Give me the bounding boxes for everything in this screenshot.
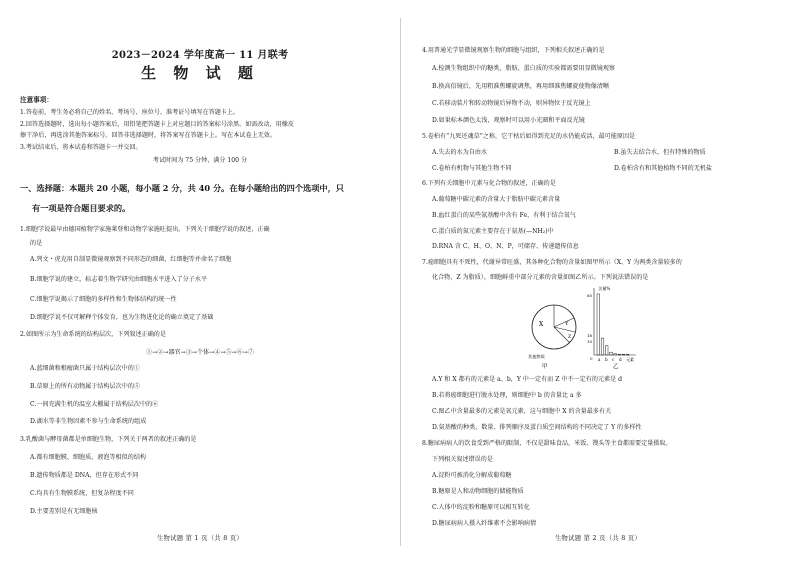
bar-0 <box>597 294 600 355</box>
q4-stem: 4.用普通光学显微镜观察生物的细胞与组织，下列相关叙述正确的是 <box>422 47 605 54</box>
q7-figure <box>526 282 640 374</box>
q6-option-c: C.蛋白质的氮元素主要存在于氨基(—NH₂)中 <box>432 228 554 235</box>
q5-option-c: C.卷柏有机物与其他生物不同 <box>432 165 512 172</box>
section-heading-line-1: 一、选择题：本题共 20 小题，每小题 2 分，共 40 分。在每小题给出的四个选项中，只 <box>20 183 344 193</box>
q8-option-c: C.人体中的淀粉和糖原可以相互转化 <box>432 504 530 511</box>
xtick-b: b <box>605 357 608 362</box>
pie-label-x: X <box>539 321 544 328</box>
q1-stem-2: 的是 <box>30 240 43 247</box>
q2-hierarchy-diagram: ①→②→器官→③→个体→④→⑤→⑥→⑦ <box>146 349 254 356</box>
bar-5 <box>618 354 621 355</box>
q7-option-b: B.若将癌细胞进行脱水处理，则细胞中 b 的含量比 a 多 <box>432 392 582 399</box>
bar-chart <box>587 285 636 370</box>
q4-option-d: D.如果标本颜色太浅，观察时可以用小光圈和平面反光镜 <box>432 117 585 124</box>
q7-option-d: D.氨基酸的种类、数量、排列顺序及蛋白质空间结构的不同决定了 Y 的多样性 <box>432 424 642 431</box>
q7-option-c: C.图乙中含量最多的元素是氧元素，这与细胞中 X 的含量最多有关 <box>432 408 612 415</box>
xtick-element: 元素 <box>626 357 634 362</box>
q4-option-b: B.换高倍镜后，先用粗准焦螺旋调焦，再用细准焦螺旋使物像清晰 <box>432 83 610 90</box>
bar-caption: 乙 <box>613 364 619 370</box>
notes-heading: 注意事项： <box>20 96 53 104</box>
q3-option-d: D.主要差别是有无细胞核 <box>30 508 98 515</box>
q1-option-b: B.细胞学说的建立，标志着生物学研究由细胞水平进入了分子水平 <box>30 276 208 283</box>
footer-page-1: 生物试题 第 1 页（共 8 页） <box>156 535 244 542</box>
section-heading-line-2: 有一项是符合题目要求的。 <box>32 203 131 213</box>
q5-stem: 5.卷柏有“九死还魂草”之称，它干枯后如得到充足的水仍能成活，最可能原因是 <box>422 133 636 140</box>
q3-option-a: A.都有细胞膜、细胞质、液泡等相似的结构 <box>30 454 147 461</box>
footer-page-2: 生物试题 第 2 页（共 8 页） <box>554 535 642 542</box>
subject-title: 生 物 试 题 <box>141 64 259 82</box>
q3-option-b: B.遗传物质都是 DNA，但存在形式不同 <box>30 472 139 479</box>
exam-title: 2023－2024 学年度高一 11 月联考 <box>111 50 289 61</box>
q8-stem-1: 8.糖尿病病人的饮食受到严格的限制，不仅是甜味食品，米饭、馒头等主食都需要定量摄取。 <box>422 440 672 447</box>
xtick-a: a <box>598 357 601 362</box>
time-score: 考试时间为 75 分钟，满分 100 分 <box>152 157 248 164</box>
bar-6 <box>622 354 625 355</box>
q6-option-b: B.血红蛋白的某些氨基酸中含有 Fe，有利于结合氧气 <box>432 212 576 219</box>
xtick-c: c <box>612 357 615 362</box>
q7-stem-1: 7.癌细胞具有不死性，代谢异常旺盛，其各种化合物的含量如图甲所示（X、Y 为两类含量较多的 <box>422 259 682 266</box>
q2-option-a: A.蓝细菌和根瘤菌只属于结构层次中的① <box>30 365 140 372</box>
q1-option-c: C.细胞学说揭示了细胞的多样性和生物体结构的统一性 <box>30 296 177 303</box>
bar-3 <box>610 352 613 355</box>
note-line-2: 2.回答选择题时，选出每小题答案后，用铅笔把答题卡上对应题目的答案标号涂黑。如需改动，用橡皮 <box>20 121 294 128</box>
q4-option-a: A.检测生物组织中的糖类、脂肪、蛋白质的实验都需要用显微镜观察 <box>432 65 616 72</box>
q6-option-d: D.RNA 含 C、H、O、N、P，可储存、传递遗传信息 <box>432 243 579 250</box>
q1-option-a: A.列文・虎克用自制显微镜观察到不同形态的细菌、红细胞等并命名了细胞 <box>30 256 232 263</box>
q4-option-c: C.若移动装片和转动物镜后异物不动，则异物位于反光镜上 <box>432 100 591 107</box>
q2-stem: 2.如图所示为生命系统的结构层次，下列叙述正确的是 <box>20 331 166 338</box>
bar-1 <box>601 338 604 355</box>
q8-option-d: D.糖尿病病人摄入纤维素不会影响病情 <box>432 520 537 527</box>
bar-7 <box>626 354 629 355</box>
bar-4 <box>614 354 617 355</box>
q2-option-c: C.一间充满生机的温室大棚属于结构层次中的⑥ <box>30 401 159 408</box>
ytick-65: 65 <box>587 293 593 298</box>
column-divider <box>400 18 401 546</box>
ytick-10: 10 <box>587 339 593 344</box>
q1-stem-1: 1.细胞学说最早由德国植物学家施莱登和动物学家施旺提出。下列关于细胞学说的叙述，正确 <box>20 226 270 233</box>
xtick-d: d <box>619 357 622 362</box>
note-line-3: 擦干净后，再选涂其他答案标号。回答非选择题时，将答案写在答题卡上。写在本试卷上无效。 <box>20 132 276 139</box>
pie-divider-3 <box>554 327 575 332</box>
pie-divider-2 <box>554 318 574 327</box>
q2-option-d: D.湖水等非生物因素不参与生命系统的组成 <box>30 418 147 425</box>
q8-stem-2: 下列相关叙述错误的是 <box>432 456 493 463</box>
q3-option-c: C.均具有生物膜系统，但复杂程度不同 <box>30 490 134 497</box>
pie-label-z: Z <box>568 335 572 340</box>
q5-option-a: A.失去的水为自由水 <box>432 149 488 156</box>
note-line-1: 1.答卷前，考生务必将自己的姓名、考场号、座位号、准考证号填写在答题卡上。 <box>20 109 240 116</box>
pie-label-y: Y <box>565 321 569 327</box>
note-line-4: 3.考试结束后，将本试卷和答题卡一并交回。 <box>20 144 142 151</box>
q6-stem: 6.下列有关细胞中元素与化合物的叙述，正确的是 <box>422 180 556 187</box>
q7-stem-2: 化合物，Z 为脂质），细胞鲜重中部分元素的含量如图乙所示。下列说法错误的是 <box>432 274 649 281</box>
pie-chart <box>528 305 576 370</box>
bar-2 <box>605 346 608 355</box>
q8-option-b: B.糖原是人和动物细胞的储能物质 <box>432 488 524 495</box>
q5-option-b: B.虽失去结合水，但有特殊的物质 <box>614 149 706 156</box>
q7-option-a: A.Y 和 X 都有的元素是 a、b，Y 中一定有而 Z 中不一定有的元素是 d <box>432 376 623 383</box>
ytick-0: 0 <box>590 356 593 361</box>
bar-ylabel: 含量% <box>598 286 611 291</box>
q6-option-a: A.葡萄糖中碳元素的含量大于脂肪中碳元素含量 <box>432 196 561 203</box>
q1-option-d: D.细胞学说不仅可解释个体发育，也为生物进化论的确立奠定了基础 <box>30 314 214 321</box>
ytick-18: 18 <box>587 333 593 338</box>
q5-option-d: D.卷柏含有和其他植物不同的无机盐 <box>614 165 713 172</box>
q8-option-a: A.淀粉可被消化分解成葡萄糖 <box>432 472 512 479</box>
q3-stem: 3.乳酸菌与酵母菌都是单细胞生物，下列关于两者的叙述正确的是 <box>20 436 197 443</box>
pie-caption: 甲 <box>542 364 548 370</box>
pie-label-other: 其他物质 <box>528 354 545 359</box>
q2-option-b: B.草原上的所有动物属于结构层次中的⑤ <box>30 383 141 390</box>
